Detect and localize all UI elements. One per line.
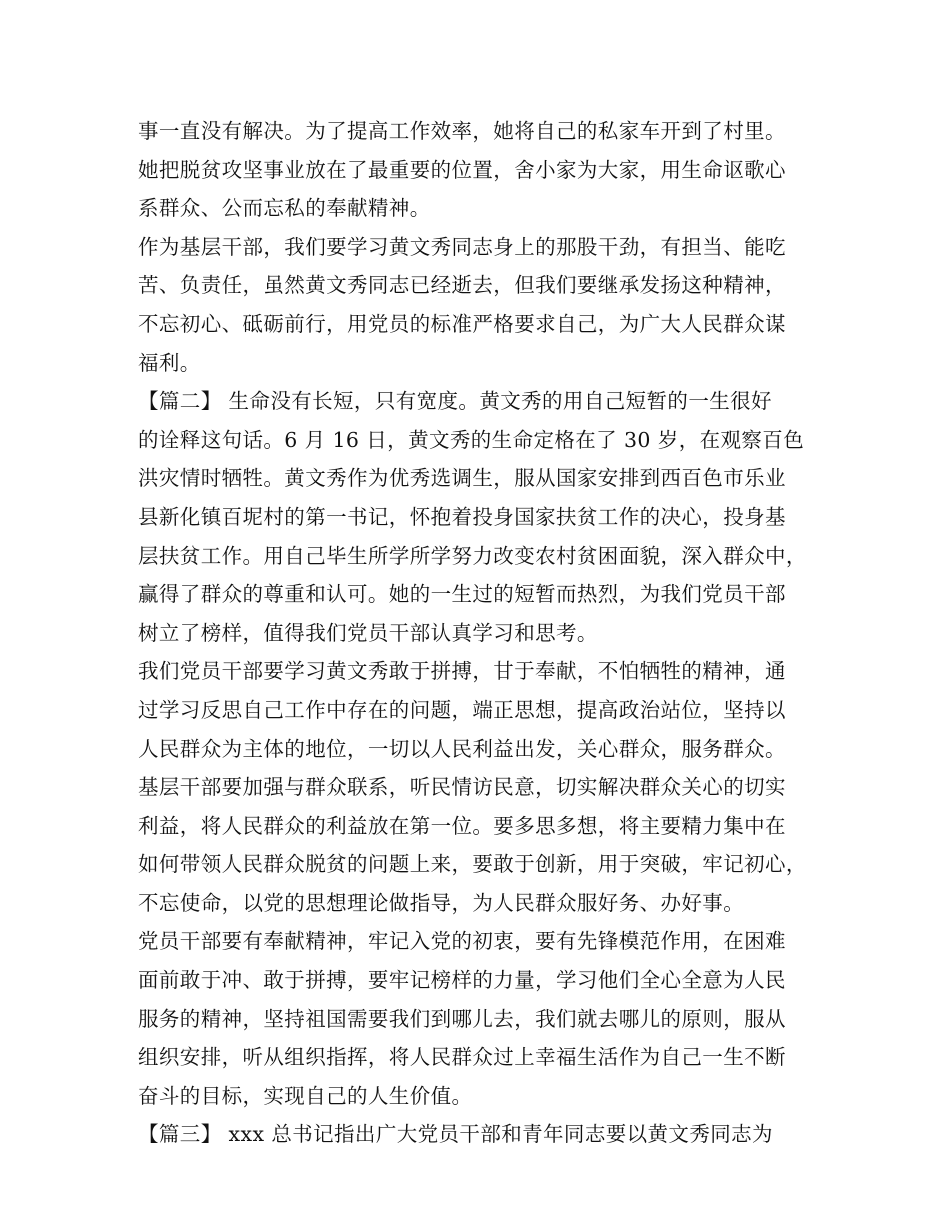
text-line: 事一直没有解决。为了提高工作效率，她将自己的私家车开到了村里。 [138,119,786,143]
text-line: 面前敢于冲、敢于拼搏，要牢记榜样的力量，学习他们全心全意为人民 [138,968,786,993]
text-line: 赢得了群众的尊重和认可。她的一生过的短暂而热烈，为我们党员干部 [138,582,786,607]
text-line: 不忘初心、砥砺前行，用党员的标准严格要求自己，为广大人民群众谋 [138,311,786,336]
text-line: 的诠释这句话。6 月 16 日，黄文秀的生命定格在了 30 岁，在观察百色 [138,427,805,452]
text-line: 系群众、公而忘私的奉献精神。 [138,196,431,221]
text-line: 利益，将人民群众的利益放在第一位。要多思多想，将主要精力集中在 [138,813,786,838]
text-line: 福利。 [138,350,201,375]
text-line: 如何带领人民群众脱贫的问题上来，要敢于创新，用于突破，牢记初心， [138,852,807,877]
text-line: 服务的精神，坚持祖国需要我们到哪儿去，我们就去哪儿的原则，服从 [138,1006,786,1031]
text-line: 组织安排，听从组织指挥，将人民群众过上幸福生活作为自己一生不断 [138,1045,786,1070]
text-line: 我们党员干部要学习黄文秀敢于拼搏，甘于奉献，不怕牺牲的精神，通 [138,659,786,684]
text-line: 洪灾情时牺牲。黄文秀作为优秀选调生，服从国家安排到西百色市乐业 [138,466,786,491]
text-line: 苦、负责任，虽然黄文秀同志已经逝去，但我们要继承发扬这种精神， [138,273,786,298]
text-line: 层扶贫工作。用自己毕生所学所学努力改变农村贫困面貌，深入群众中， [138,543,807,568]
section-heading-line: 【篇三】 xxx 总书记指出广大党员干部和青年同志要以黄文秀同志为 [138,1122,773,1147]
text-line: 过学习反思自己工作中存在的问题，端正思想，提高政治站位，坚持以 [138,697,786,722]
text-line: 树立了榜样，值得我们党员干部认真学习和思考。 [138,620,598,645]
text-line: 县新化镇百坭村的第一书记，怀抱着投身国家扶贫工作的决心，投身基 [138,504,786,529]
text-line: 基层干部要加强与群众联系，听民情访民意，切实解决群众关心的切实 [138,775,786,800]
text-line: 不忘使命，以党的思想理论做指导，为人民群众服好务、办好事。 [138,890,745,915]
section-heading-line: 【篇二】 生命没有长短，只有宽度。黄文秀的用自己短暂的一生很好 [138,389,772,414]
text-line: 作为基层干部，我们要学习黄文秀同志身上的那股干劲，有担当、能吃 [138,234,786,259]
text-line: 她把脱贫攻坚事业放在了最重要的位置，舍小家为大家，用生命讴歌心 [138,157,786,182]
text-line: 党员干部要有奉献精神，牢记入党的初衷，要有先锋模范作用，在困难 [138,929,786,954]
text-line: 奋斗的目标，实现自己的人生价值。 [138,1083,473,1108]
document-body [138,112,828,1154]
text-line: 人民群众为主体的地位，一切以人民利益出发，关心群众，服务群众。 [138,736,786,761]
